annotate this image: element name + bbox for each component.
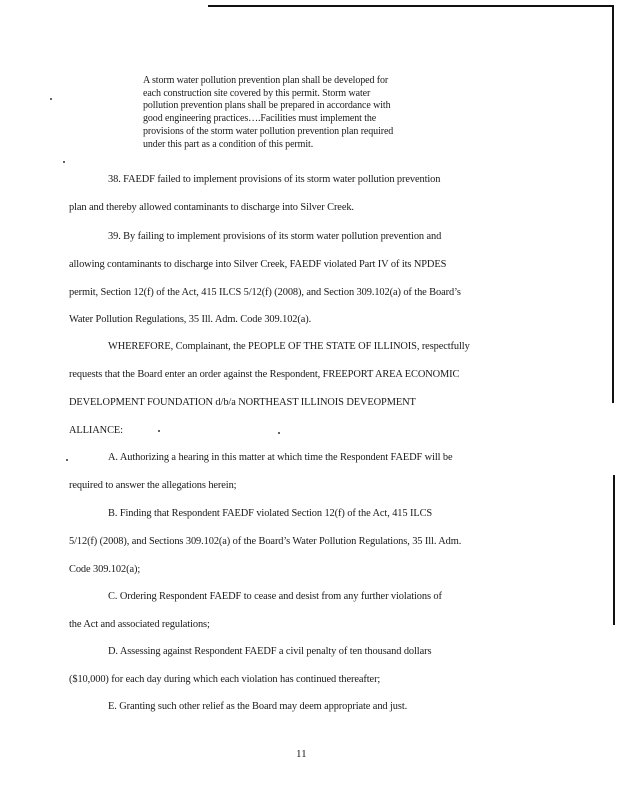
scan-edge-right [612,5,614,403]
prayer-a-line: required to answer the allegations herein; [69,480,237,491]
paragraph-39-line: permit, Section 12(f) of the Act, 415 ILCS 5/12(f) (2008), and Section 309.102(a) of the Board’s [69,287,461,298]
prayer-c-line: C. Ordering Respondent FAEDF to cease and desist from any further violations of [108,591,442,602]
quote-line: under this part as a condition of this permit. [143,138,314,150]
paragraph-38-line: 38. FAEDF failed to implement provisions of its storm water pollution prevention [108,174,441,185]
prayer-c-line: the Act and associated regulations; [69,619,210,630]
prayer-b-line: Code 309.102(a); [69,564,141,575]
prayer-b-line: B. Finding that Respondent FAEDF violated Section 12(f) of the Act, 415 ILCS [108,508,433,519]
prayer-a-line: A. Authorizing a hearing in this matter at which time the Respondent FAEDF will be [108,452,453,463]
wherefore-line: requests that the Board enter an order against the Respondent, FREEPORT AREA ECONOMIC [69,369,460,380]
prayer-d-line: D. Assessing against Respondent FAEDF a civil penalty of ten thousand dollars [108,646,432,657]
prayer-d-line: ($10,000) for each day during which each violation has continued thereafter; [69,674,381,685]
prayer-e-line: E. Granting such other relief as the Board may deem appropriate and just. [108,701,408,712]
scan-edge-right-lower [613,475,615,625]
wherefore-line: DEVELOPMENT FOUNDATION d/b/a NORTHEAST ILLINOIS DEVEOPMENT [69,397,416,408]
quote-line: good engineering practices….Facilities must implement the [143,113,377,125]
scan-speck [278,432,280,434]
paragraph-39-line: allowing contaminants to discharge into Silver Creek, FAEDF violated Part IV of its NPDES [69,259,447,270]
block-quote [143,75,463,151]
quote-line: pollution prevention plans shall be prepared in accordance with [143,100,391,112]
quote-line: each construction site covered by this permit. Storm water [143,87,371,99]
paragraph-38-line: plan and thereby allowed contaminants to discharge into Silver Creek. [69,202,354,213]
scan-speck [158,430,160,432]
prayer-b-line: 5/12(f) (2008), and Sections 309.102(a) of the Board’s Water Pollution Regulations, 35 Ill. Adm. [69,536,462,547]
scan-speck [50,98,52,100]
page-number: 11 [296,748,307,760]
scan-speck [66,459,68,461]
paragraph-39-line: Water Pollution Regulations, 35 Ill. Adm. Code 309.102(a). [69,314,312,325]
wherefore-line: ALLIANCE: [69,425,123,436]
quote-line: A storm water pollution prevention plan shall be developed for [143,75,389,86]
scan-edge-top [208,5,614,7]
wherefore-line: WHEREFORE, Complainant, the PEOPLE OF THE STATE OF ILLINOIS, respectfully [108,341,470,352]
quote-line: provisions of the storm water pollution prevention plan required [143,125,394,137]
scan-speck [63,161,65,163]
paragraph-39-line: 39. By failing to implement provisions of its storm water pollution prevention and [108,231,442,242]
